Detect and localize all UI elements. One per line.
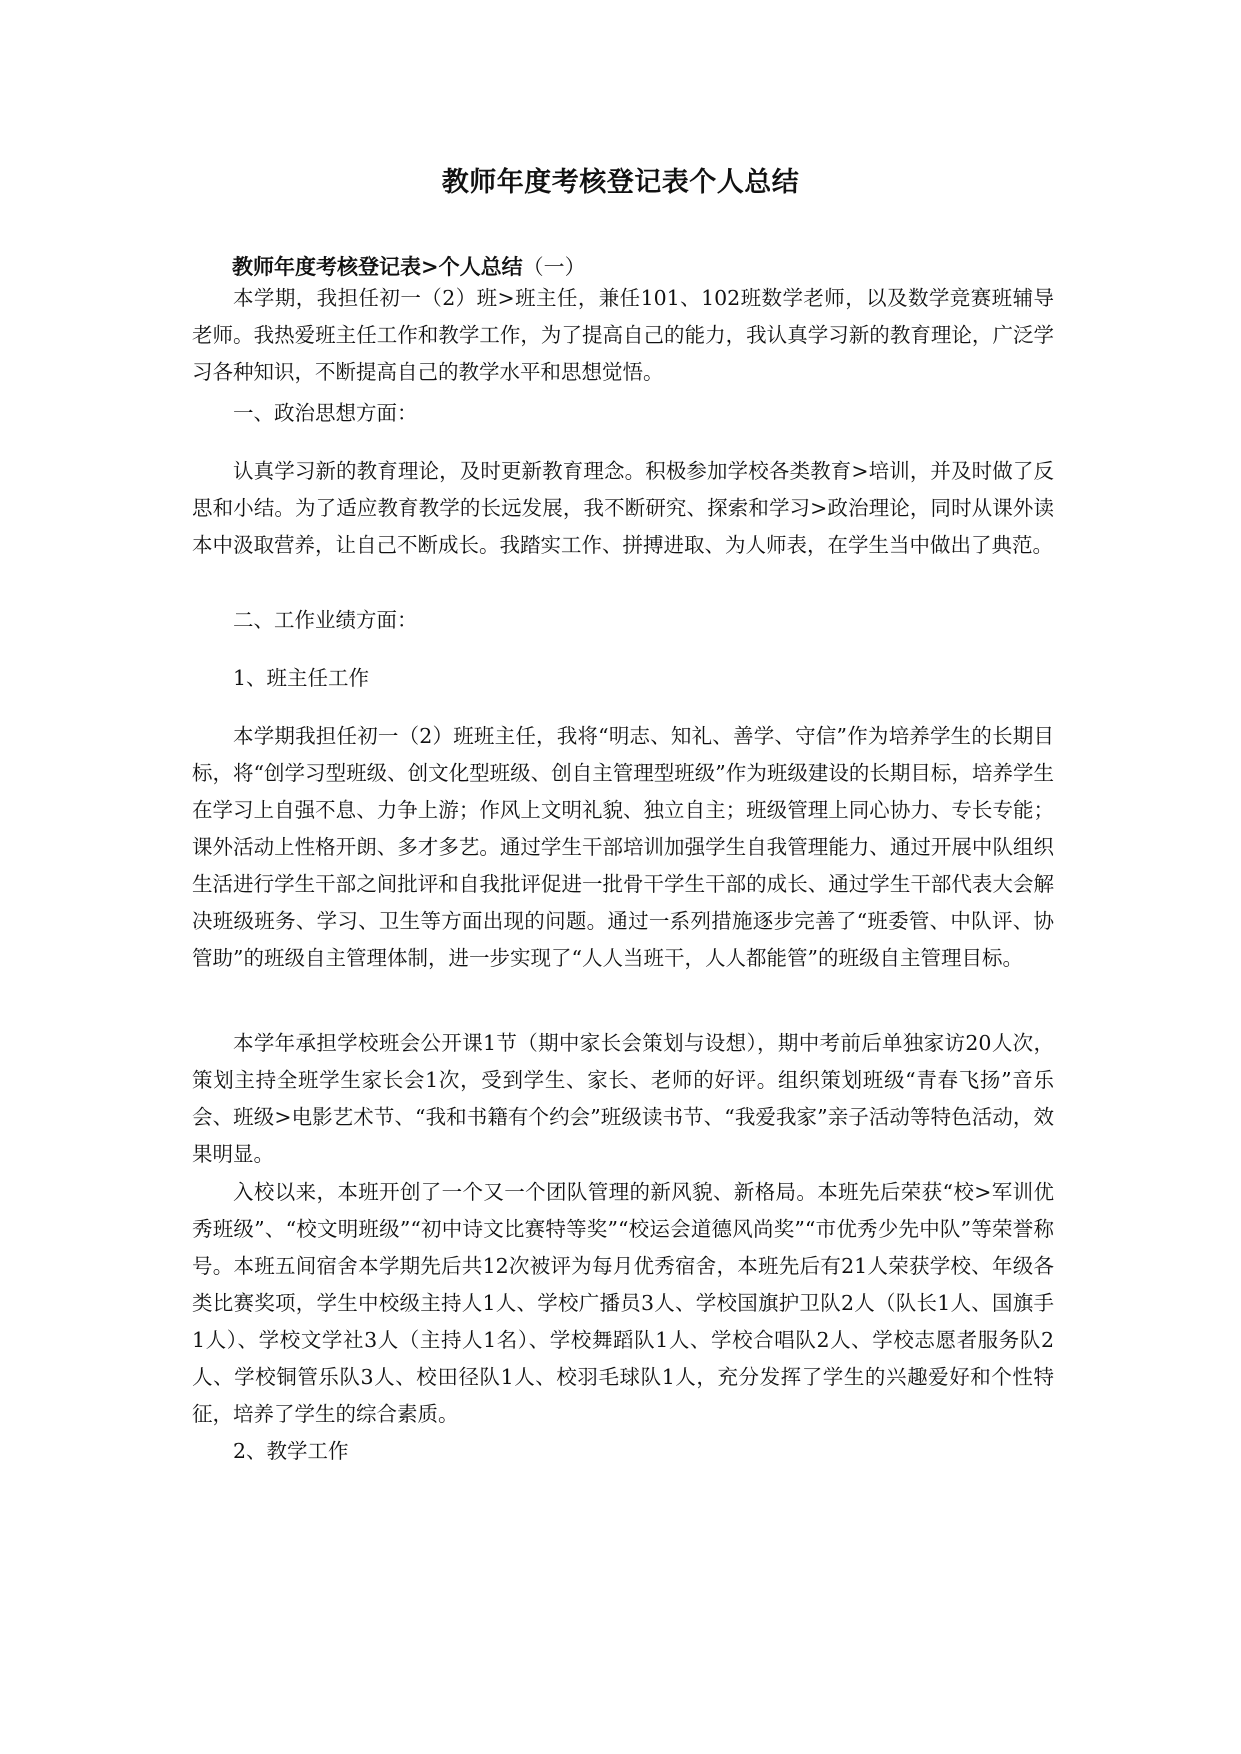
class-teacher-paragraph-2: 本学年承担学校班会公开课1节（期中家长会策划与设想），期中考前后单独家访20人次，策划主持全班学生家长会1次，受到学生、家长、老师的好评。组织策划班级“青春飞扬”音乐会、班级>电影艺术节、“我和书籍有个约会”班级读书节、“我爱我家”亲子活动等特色活动，效果明显。: [192, 1031, 1054, 1166]
subtitle-suffix: （一）: [522, 255, 586, 279]
class-teacher-paragraph-3: 入校以来，本班开创了一个又一个团队管理的新风貌、新格局。本班先后荣获“校>军训优秀班级”、“校文明班级”“初中诗文比赛特等奖”“校运会道德风尚奖”“市优秀少先中队”等荣誉称号。本班五间宿舍本学期先后共12次被评为每月优秀宿舍，本班先后有21人荣获学校、年级各类比赛奖项，学生中校级主持人1人、学校广播员3人、学校国旗护卫队2人（队长1人、国旗手1人）、学校文学社3人（主持人1名）、学校舞蹈队1人、学校合唱队2人、学校志愿者服务队2人、学校铜管乐队3人、校田径队1人、校羽毛球队1人，充分发挥了学生的兴趣爱好和个性特征，培养了学生的综合素质。: [192, 1180, 1054, 1426]
intro-paragraph: 本学期，我担任初一（2）班>班主任，兼任101、102班数学老师，以及数学竞赛班辅导老师。我热爱班主任工作和教学工作，为了提高自己的能力，我认真学习新的教育理论，广泛学习各种知识，不断提高自己的教学水平和思想觉悟。: [192, 286, 1054, 384]
subsection-heading-class-teacher: 1、班主任工作: [233, 666, 370, 690]
document-title: 教师年度考核登记表个人总结: [441, 167, 800, 198]
section-heading-political: 一、政治思想方面：: [233, 401, 418, 425]
document-subtitle: [232, 252, 586, 282]
subtitle-main: 教师年度考核登记表>个人总结: [232, 254, 523, 279]
political-paragraph: 认真学习新的教育理论，及时更新教育理念。积极参加学校各类教育>培训，并及时做了反思和小结。为了适应教育教学的长远发展，我不断研究、探索和学习>政治理论，同时从课外读本中汲取营养，让自己不断成长。我踏实工作、拼搏进取、为人师表，在学生当中做出了典范。: [192, 459, 1054, 557]
section-heading-achievements: 二、工作业绩方面：: [233, 608, 418, 632]
subsection-heading-teaching: 2、教学工作: [233, 1439, 349, 1463]
class-teacher-paragraph-1: 本学期我担任初一（2）班班主任，我将“明志、知礼、善学、守信”作为培养学生的长期目标，将“创学习型班级、创文化型班级、创自主管理型班级”作为班级建设的长期目标，培养学生在学习上自强不息、力争上游；作风上文明礼貌、独立自主；班级管理上同心协力、专长专能；课外活动上性格开朗、多才多艺。通过学生干部培训加强学生自我管理能力、通过开展中队组织生活进行学生干部之间批评和自我批评促进一批骨干学生干部的成长、通过学生干部代表大会解决班级班务、学习、卫生等方面出现的问题。通过一系列措施逐步完善了“班委管、中队评、协管助”的班级自主管理体制，进一步实现了“人人当班干，人人都能管”的班级自主管理目标。: [192, 724, 1054, 970]
